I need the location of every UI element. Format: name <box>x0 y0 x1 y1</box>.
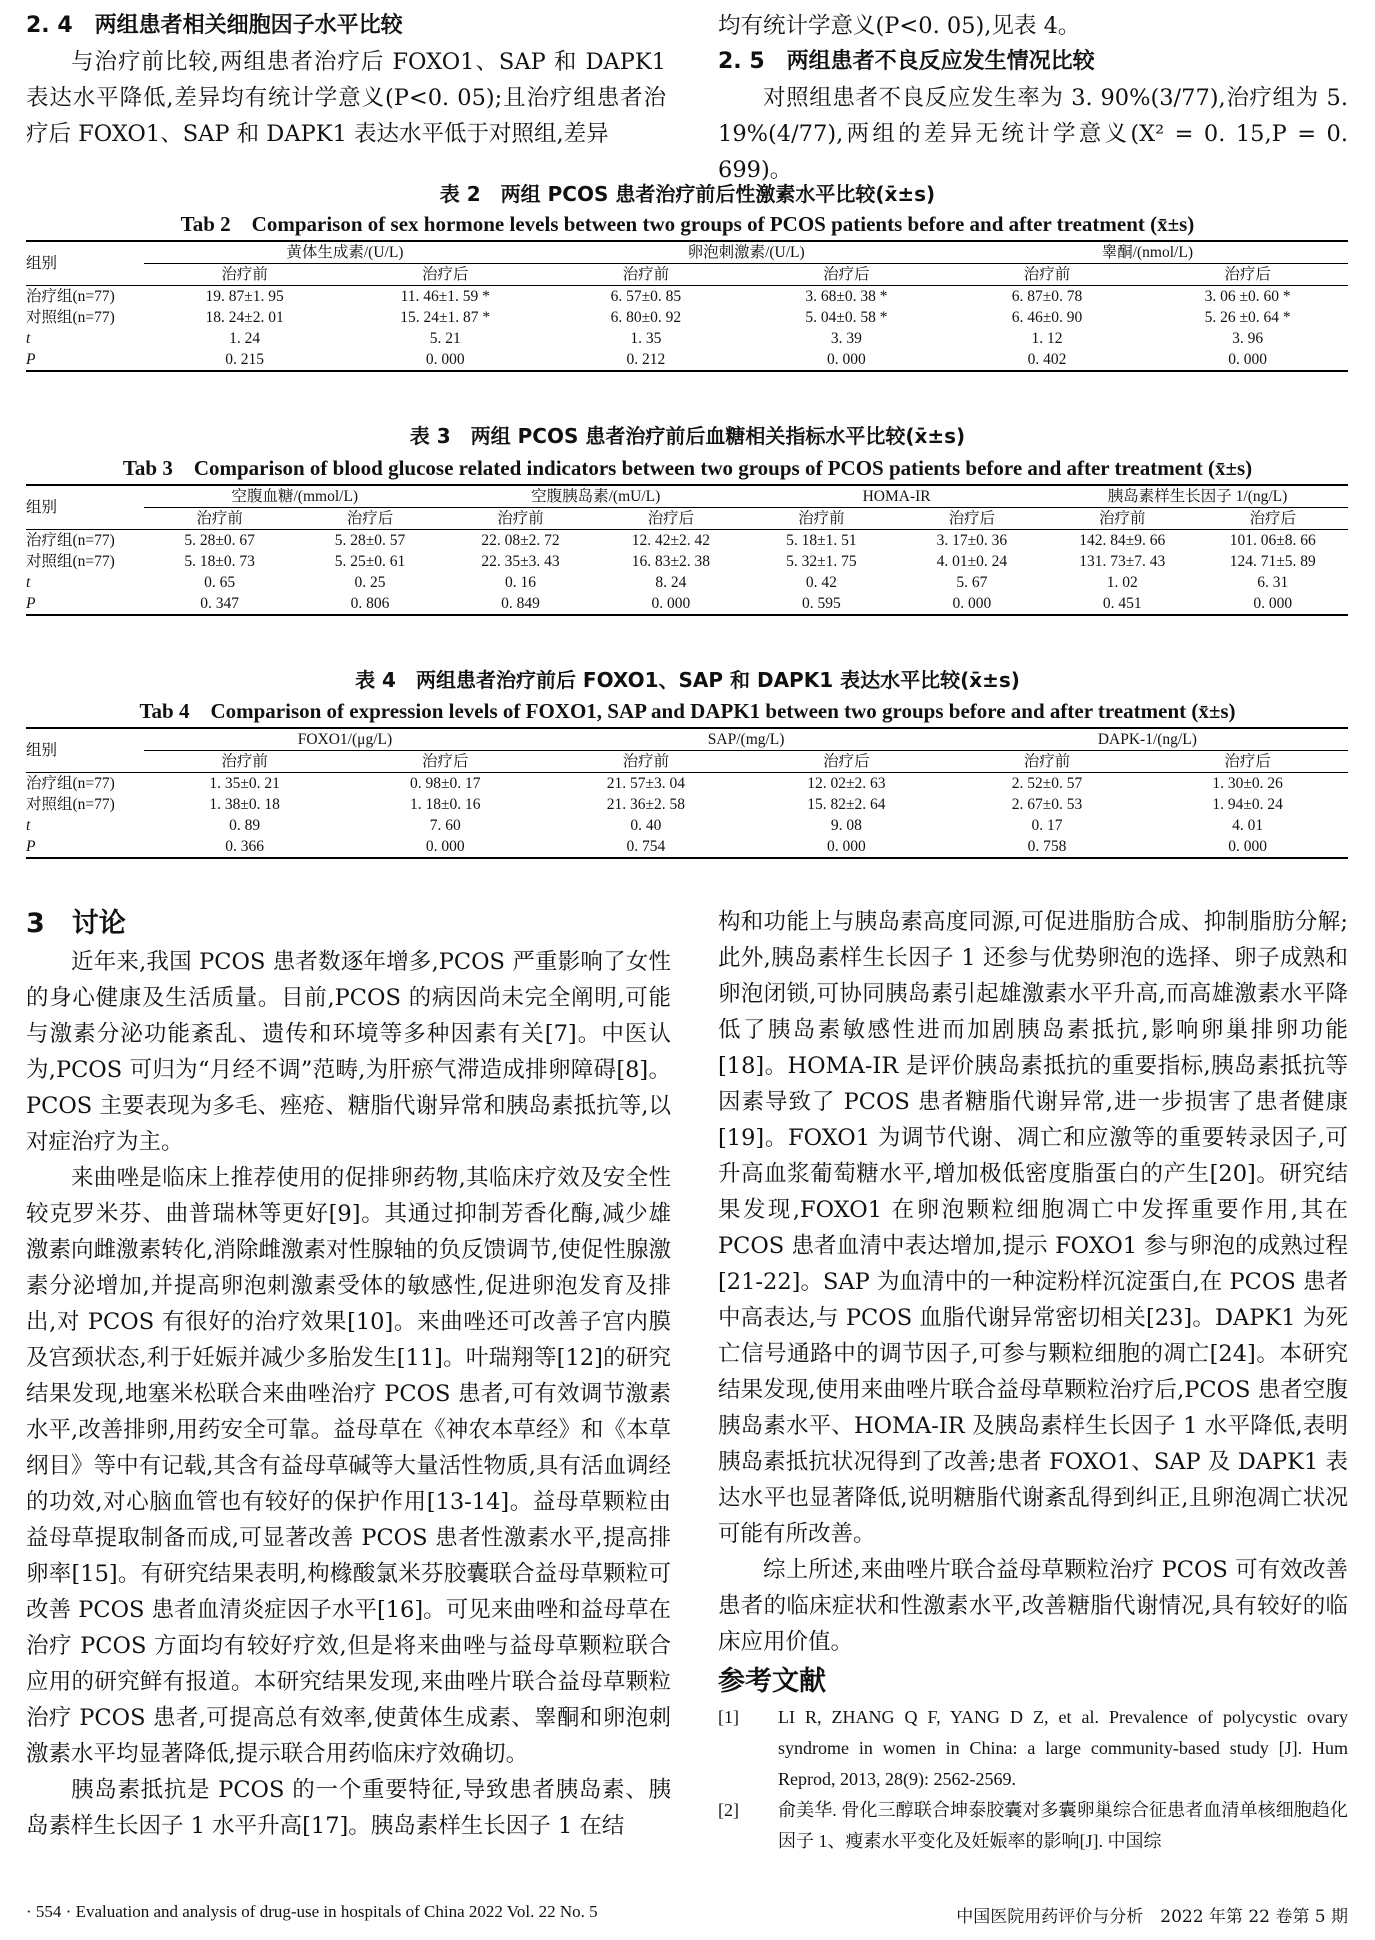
table-cell: 1. 18±0. 16 <box>409 796 481 813</box>
group-header: 组别 <box>26 728 144 773</box>
table-cell: 5. 21 <box>429 330 461 347</box>
section-heading-3: 3 讨论 <box>26 908 126 939</box>
table-cell: 15. 82±2. 64 <box>807 796 886 813</box>
table-cell: 0. 000 <box>345 349 546 371</box>
measure-header: 空腹胰岛素/(mU/L) <box>445 485 746 508</box>
table-cell: 5. 28±0. 67 <box>184 532 255 549</box>
table-cell: 21. 36±2. 58 <box>606 796 685 813</box>
table-subheader-row <box>26 751 1348 773</box>
table-cell: 5. 67 <box>956 574 988 591</box>
subheader-cell: 治疗后 <box>596 508 746 530</box>
paragraph: 与治疗前比较,两组患者治疗后 FOXO1、SAP 和 DAPK1 表达水平降低,差异均有统计学意义(P<0. 05);且治疗组患者治疗后 FOXO1、SAP 和 DAPK1 表达水平低于对照组,差异 <box>26 49 666 147</box>
subheader-cell: 治疗后 <box>1147 751 1348 773</box>
subheader-cell: 治疗后 <box>746 264 947 286</box>
table-cell: 0. 89 <box>229 817 261 834</box>
table-row <box>26 836 1348 858</box>
table-header-row <box>26 485 1348 508</box>
table-cell: 0. 000 <box>897 593 1047 615</box>
subheader-cell: 治疗前 <box>144 751 345 773</box>
measure-header: DAPK-1/(ng/L) <box>947 728 1348 751</box>
table-header-row <box>26 241 1348 264</box>
table-cell: 0. 451 <box>1047 593 1197 615</box>
table-cell: 18. 24±2. 01 <box>205 309 284 326</box>
subheader-cell: 治疗前 <box>746 508 896 530</box>
table-cell: 0. 347 <box>144 593 294 615</box>
paragraph: 对照组患者不良反应发生率为 3. 90%(3/77),治疗组为 5. 19%(4/77),两组的差异无统计学意义(X² = 0. 15,P = 0. 699)。 <box>718 85 1348 183</box>
table-row <box>26 572 1348 593</box>
table-cell: 0. 212 <box>546 349 747 371</box>
table-cell: 0. 65 <box>204 574 236 591</box>
table-cell: 1. 35±0. 21 <box>209 775 280 792</box>
paragraph: 近年来,我国 PCOS 患者数逐年增多,PCOS 严重影响了女性的身心健康及生活质量。目前,PCOS 的病因尚未完全阐明,可能与激素分泌功能紊乱、遗传和环境等多种因素有关[7]。中医认为,PCOS 可归为“月经不调”范畴,为肝瘀气滞造成排卵障碍[8]。PCOS 主要表现为多毛、痤疮、糖脂代谢异常和胰岛素抵抗等,以对症治疗为主。 <box>26 949 671 1155</box>
table-cell: 12. 02±2. 63 <box>807 775 886 792</box>
row-label: 治疗组(n=77) <box>26 532 115 549</box>
subheader-cell: 治疗前 <box>546 751 747 773</box>
table-cell: 0. 000 <box>1147 836 1348 858</box>
row-label: t <box>26 817 31 834</box>
table-4-caption-cn: 表 4 两组患者治疗前后 FOXO1、SAP 和 DAPK1 表达水平比较(x̄±s) <box>355 668 1020 692</box>
table-cell: 0. 16 <box>504 574 536 591</box>
paragraph: 胰岛素抵抗是 PCOS 的一个重要特征,导致患者胰岛素、胰岛素样生长因子 1 水平升高[17]。胰岛素样生长因子 1 在结 <box>26 1777 671 1839</box>
paragraph: 构和功能上与胰岛素高度同源,可促进脂肪合成、抑制脂肪分解;此外,胰岛素样生长因子 1 还参与优势卵泡的选择、卵子成熟和卵泡闭锁,可协同胰岛素引起雄激素水平升高,而高雄激素水平降低了胰岛素敏感性进而加剧胰岛素抵抗,影响卵巢排卵功能[18]。HOMA-IR 是评价胰岛素抵抗的重要指标,胰岛素抵抗等因素导致了 PCOS 患者糖脂代谢异常,进一步损害了患者健康[19]。FOXO1 为调节代谢、凋亡和应激等的重要转录因子,可升高血浆葡萄糖水平,增加极低密度脂蛋白的产生[20]。研究结果发现,FOXO1 在卵泡颗粒细胞凋亡中发挥重要作用,其在 PCOS 患者血清中表达增加,提示 FOXO1 参与卵泡的成熟过程[21-22]。SAP 为血清中的一种淀粉样沉淀蛋白,在 PCOS 患者中高表达,与 PCOS 血脂代谢异常密切相关[23]。DAPK1 为死亡信号通路中的调节因子,可参与颗粒细胞的凋亡[24]。本研究结果发现,使用来曲唑片联合益母草颗粒治疗后,PCOS 患者空腹胰岛素水平、HOMA-IR 及胰岛素样生长因子 1 水平降低,表明胰岛素抵抗状况得到了改善;患者 FOXO1、SAP 及 DAPK1 表达水平也显著降低,说明糖脂代谢紊乱得到纠正,且卵泡凋亡状况可能有所改善。 <box>718 909 1348 1547</box>
table-cell: 0. 000 <box>1147 349 1348 371</box>
table-cell: 0. 42 <box>805 574 837 591</box>
table-cell: 11. 46±1. 59 * <box>400 288 490 305</box>
subheader-cell: 治疗后 <box>295 508 445 530</box>
references-list <box>718 1702 1348 1857</box>
table-cell: 16. 83±2. 38 <box>631 553 711 570</box>
table-cell: 1. 94±0. 24 <box>1212 796 1283 813</box>
table-row <box>26 773 1348 795</box>
table-cell: 1. 12 <box>1031 330 1063 347</box>
measure-header: 睾酮/(nmol/L) <box>947 241 1348 264</box>
top-left-column <box>26 8 666 152</box>
subheader-cell: 治疗前 <box>546 264 747 286</box>
table-cell: 0. 98±0. 17 <box>409 775 481 792</box>
footer-left: · 554 · Evaluation and analysis of drug-use in hospitals of China 2022 Vol. 22 No. 5 <box>26 1902 598 1921</box>
subheader-cell: 治疗后 <box>1198 508 1348 530</box>
table-cell: 0. 366 <box>144 836 345 858</box>
reference-item: [1] LI R, ZHANG Q F, YANG D Z, et al. Prevalence of polycystic ovary syndrome in women in China: a large community-based study [J]. Hum Reprod, 2013, 28(9): 2562-2569. <box>718 1707 1348 1789</box>
paragraph: 均有统计学意义(P<0. 05),见表 4。 <box>718 13 1081 39</box>
table-cell: 3. 06 ±0. 60 * <box>1204 288 1291 305</box>
table-cell: 22. 08±2. 72 <box>481 532 560 549</box>
table-cell: 0. 17 <box>1031 817 1063 834</box>
subheader-cell: 治疗前 <box>1047 508 1197 530</box>
table-row <box>26 593 1348 615</box>
table-cell: 0. 25 <box>354 574 386 591</box>
table-4 <box>26 727 1348 859</box>
measure-header: HOMA-IR <box>746 485 1047 508</box>
group-header: 组别 <box>26 485 144 530</box>
table-cell: 0. 758 <box>947 836 1148 858</box>
table-cell: 0. 595 <box>746 593 896 615</box>
table-cell: 7. 60 <box>429 817 461 834</box>
table-cell: 5. 18±0. 73 <box>184 553 255 570</box>
subheader-cell: 治疗前 <box>144 508 294 530</box>
table-cell: 0. 402 <box>947 349 1148 371</box>
table-cell: 3. 68±0. 38 * <box>805 288 888 305</box>
table-row <box>26 794 1348 815</box>
subheader-cell: 治疗前 <box>144 264 345 286</box>
table-cell: 124. 71±5. 89 <box>1229 553 1316 570</box>
table-4-caption-en: Tab 4 Comparison of expression levels of FOXO1, SAP and DAPK1 between two groups before and after treatment (x̄±s) <box>139 699 1236 723</box>
subheader-cell: 治疗后 <box>746 751 947 773</box>
table-cell: 5. 32±1. 75 <box>786 553 857 570</box>
table-cell: 0. 40 <box>630 817 662 834</box>
table-cell: 1. 35 <box>630 330 662 347</box>
row-label: 治疗组(n=77) <box>26 288 115 305</box>
table-cell: 6. 57±0. 85 <box>610 288 682 305</box>
top-right-column <box>718 8 1348 188</box>
table-cell: 1. 02 <box>1106 574 1138 591</box>
table-cell: 0. 000 <box>596 593 746 615</box>
table-cell: 5. 26 ±0. 64 * <box>1204 309 1291 326</box>
row-label: t <box>26 330 31 347</box>
measure-header: FOXO1/(μg/L) <box>144 728 545 751</box>
table-cell: 5. 28±0. 57 <box>334 532 406 549</box>
subheader-cell: 治疗后 <box>345 264 546 286</box>
discussion-right-column <box>718 904 1348 1857</box>
section-heading-2-5: 2. 5 两组患者不良反应发生情况比较 <box>718 49 1095 74</box>
table-3-caption-cn: 表 3 两组 PCOS 患者治疗前后血糖相关指标水平比较(x̄±s) <box>409 424 966 448</box>
row-label: 治疗组(n=77) <box>26 775 115 792</box>
table-cell: 0. 806 <box>295 593 445 615</box>
row-label: 对照组(n=77) <box>26 553 115 570</box>
table-cell: 2. 52±0. 57 <box>1011 775 1083 792</box>
row-label: 对照组(n=77) <box>26 796 115 813</box>
paragraph: 来曲唑是临床上推荐使用的促排卵药物,其临床疗效及安全性较克罗米芬、曲普瑞林等更好[9]。其通过抑制芳香化酶,减少雄激素向雌激素转化,消除雌激素对性腺轴的负反馈调节,使促性腺激素分泌增加,并提高卵泡刺激素受体的敏感性,促进卵泡发育及排出,对 PCOS 有很好的治疗效果[10]。来曲唑还可改善子宫内膜及宫颈状态,利于妊娠并减少多胎发生[11]。叶瑞翔等[12]的研究结果发现,地塞米松联合来曲唑治疗 PCOS 患者,可有效调节激素水平,改善排卵,用药安全可靠。益母草在《神农本草经》和《本草纲目》等中有记载,其含有益母草碱等大量活性物质,具有活血调经的功效,对心脑血管也有较好的保护作用[13-14]。益母草颗粒由益母草提取制备而成,可显著改善 PCOS 患者性激素水平,提高排卵率[15]。有研究结果表明,枸橼酸氯米芬胶囊联合益母草颗粒可改善 PCOS 患者血清炎症因子水平[16]。可见来曲唑和益母草在治疗 PCOS 方面均有较好疗效,但是将来曲唑与益母草颗粒联合应用的研究鲜有报道。本研究结果发现,来曲唑片联合益母草颗粒治疗 PCOS 患者,可提高总有效率,使黄体生成素、睾酮和卵泡刺激素水平均显著降低,提示联合用药临床疗效确切。 <box>26 1165 671 1767</box>
references-heading: 参考文献 <box>718 1666 826 1697</box>
table-cell: 4. 01 <box>1232 817 1264 834</box>
table-header-row <box>26 728 1348 751</box>
table-cell: 1. 38±0. 18 <box>209 796 280 813</box>
table-cell: 0. 000 <box>1198 593 1348 615</box>
table-cell: 0. 215 <box>144 349 345 371</box>
table-2-caption-cn: 表 2 两组 PCOS 患者治疗前后性激素水平比较(x̄±s) <box>439 182 936 206</box>
table-cell: 5. 04±0. 58 * <box>805 309 888 326</box>
subheader-cell: 治疗后 <box>345 751 546 773</box>
table-cell: 142. 84±9. 66 <box>1079 532 1166 549</box>
table-cell: 3. 17±0. 36 <box>936 532 1008 549</box>
row-label: P <box>26 836 144 858</box>
paragraph: 综上所述,来曲唑片联合益母草颗粒治疗 PCOS 可有效改善患者的临床症状和性激素水平,改善糖脂代谢情况,具有较好的临床应用价值。 <box>718 1557 1348 1655</box>
footer-right: 中国医院用药评价与分析 2022 年第 22 卷第 5 期 <box>956 1907 1348 1927</box>
subheader-cell: 治疗前 <box>947 751 1148 773</box>
table-cell: 6. 31 <box>1257 574 1289 591</box>
subheader-cell: 治疗前 <box>947 264 1148 286</box>
section-heading-2-4: 2. 4 两组患者相关细胞因子水平比较 <box>26 13 403 38</box>
table-subheader-row <box>26 508 1348 530</box>
row-label: P <box>26 349 144 371</box>
table-cell: 0. 000 <box>345 836 546 858</box>
reference-item: [2] 俞美华. 骨化三醇联合坤泰胶囊对多囊卵巢综合征患者血清单核细胞趋化因子 1、瘦素水平变化及妊娠率的影响[J]. 中国综 <box>718 1800 1348 1851</box>
table-row <box>26 307 1348 328</box>
table-cell: 15. 24±1. 87 * <box>400 309 491 326</box>
table-cell: 19. 87±1. 95 <box>205 288 284 305</box>
table-cell: 6. 80±0. 92 <box>610 309 682 326</box>
table-cell: 5. 18±1. 51 <box>786 532 857 549</box>
measure-header: 胰岛素样生长因子 1/(ng/L) <box>1047 485 1348 508</box>
table-cell: 1. 30±0. 26 <box>1212 775 1283 792</box>
table-cell: 3. 39 <box>830 330 862 347</box>
group-header: 组别 <box>26 241 144 286</box>
table-cell: 0. 000 <box>746 349 947 371</box>
table-cell: 8. 24 <box>655 574 687 591</box>
table-3-caption-en: Tab 3 Comparison of blood glucose related indicators between two groups of PCOS patients before and after treatment (x̄±s) <box>122 456 1253 480</box>
table-cell: 2. 67±0. 53 <box>1011 796 1083 813</box>
table-2 <box>26 240 1348 372</box>
table-cell: 101. 06±8. 66 <box>1229 532 1316 549</box>
table-2-caption-en: Tab 2 Comparison of sex hormone levels between two groups of PCOS patients before and after treatment (x̄±s) <box>180 212 1195 236</box>
measure-header: 黄体生成素/(U/L) <box>144 241 545 264</box>
measure-header: SAP/(mg/L) <box>546 728 947 751</box>
table-3 <box>26 484 1348 616</box>
table-row <box>26 530 1348 552</box>
row-label: P <box>26 593 144 615</box>
table-cell: 4. 01±0. 24 <box>936 553 1008 570</box>
subheader-cell: 治疗后 <box>897 508 1047 530</box>
discussion-left-column <box>26 904 671 1844</box>
row-label: t <box>26 574 31 591</box>
measure-header: 空腹血糖/(mmol/L) <box>144 485 445 508</box>
table-cell: 131. 73±7. 43 <box>1079 553 1166 570</box>
table-cell: 6. 87±0. 78 <box>1011 288 1083 305</box>
table-row <box>26 349 1348 371</box>
table-row <box>26 286 1348 308</box>
table-cell: 6. 46±0. 90 <box>1011 309 1083 326</box>
table-row <box>26 815 1348 836</box>
table-cell: 21. 57±3. 04 <box>606 775 685 792</box>
table-cell: 5. 25±0. 61 <box>334 553 406 570</box>
table-cell: 0. 849 <box>445 593 595 615</box>
table-cell: 3. 96 <box>1232 330 1264 347</box>
table-row <box>26 328 1348 349</box>
table-cell: 12. 42±2. 42 <box>631 532 711 549</box>
table-cell: 1. 24 <box>229 330 261 347</box>
subheader-cell: 治疗后 <box>1147 264 1348 286</box>
table-cell: 9. 08 <box>830 817 862 834</box>
table-subheader-row <box>26 264 1348 286</box>
table-cell: 22. 35±3. 43 <box>481 553 560 570</box>
subheader-cell: 治疗前 <box>445 508 595 530</box>
table-cell: 0. 000 <box>746 836 947 858</box>
measure-header: 卵泡刺激素/(U/L) <box>546 241 947 264</box>
table-cell: 0. 754 <box>546 836 747 858</box>
table-row <box>26 551 1348 572</box>
row-label: 对照组(n=77) <box>26 309 115 326</box>
